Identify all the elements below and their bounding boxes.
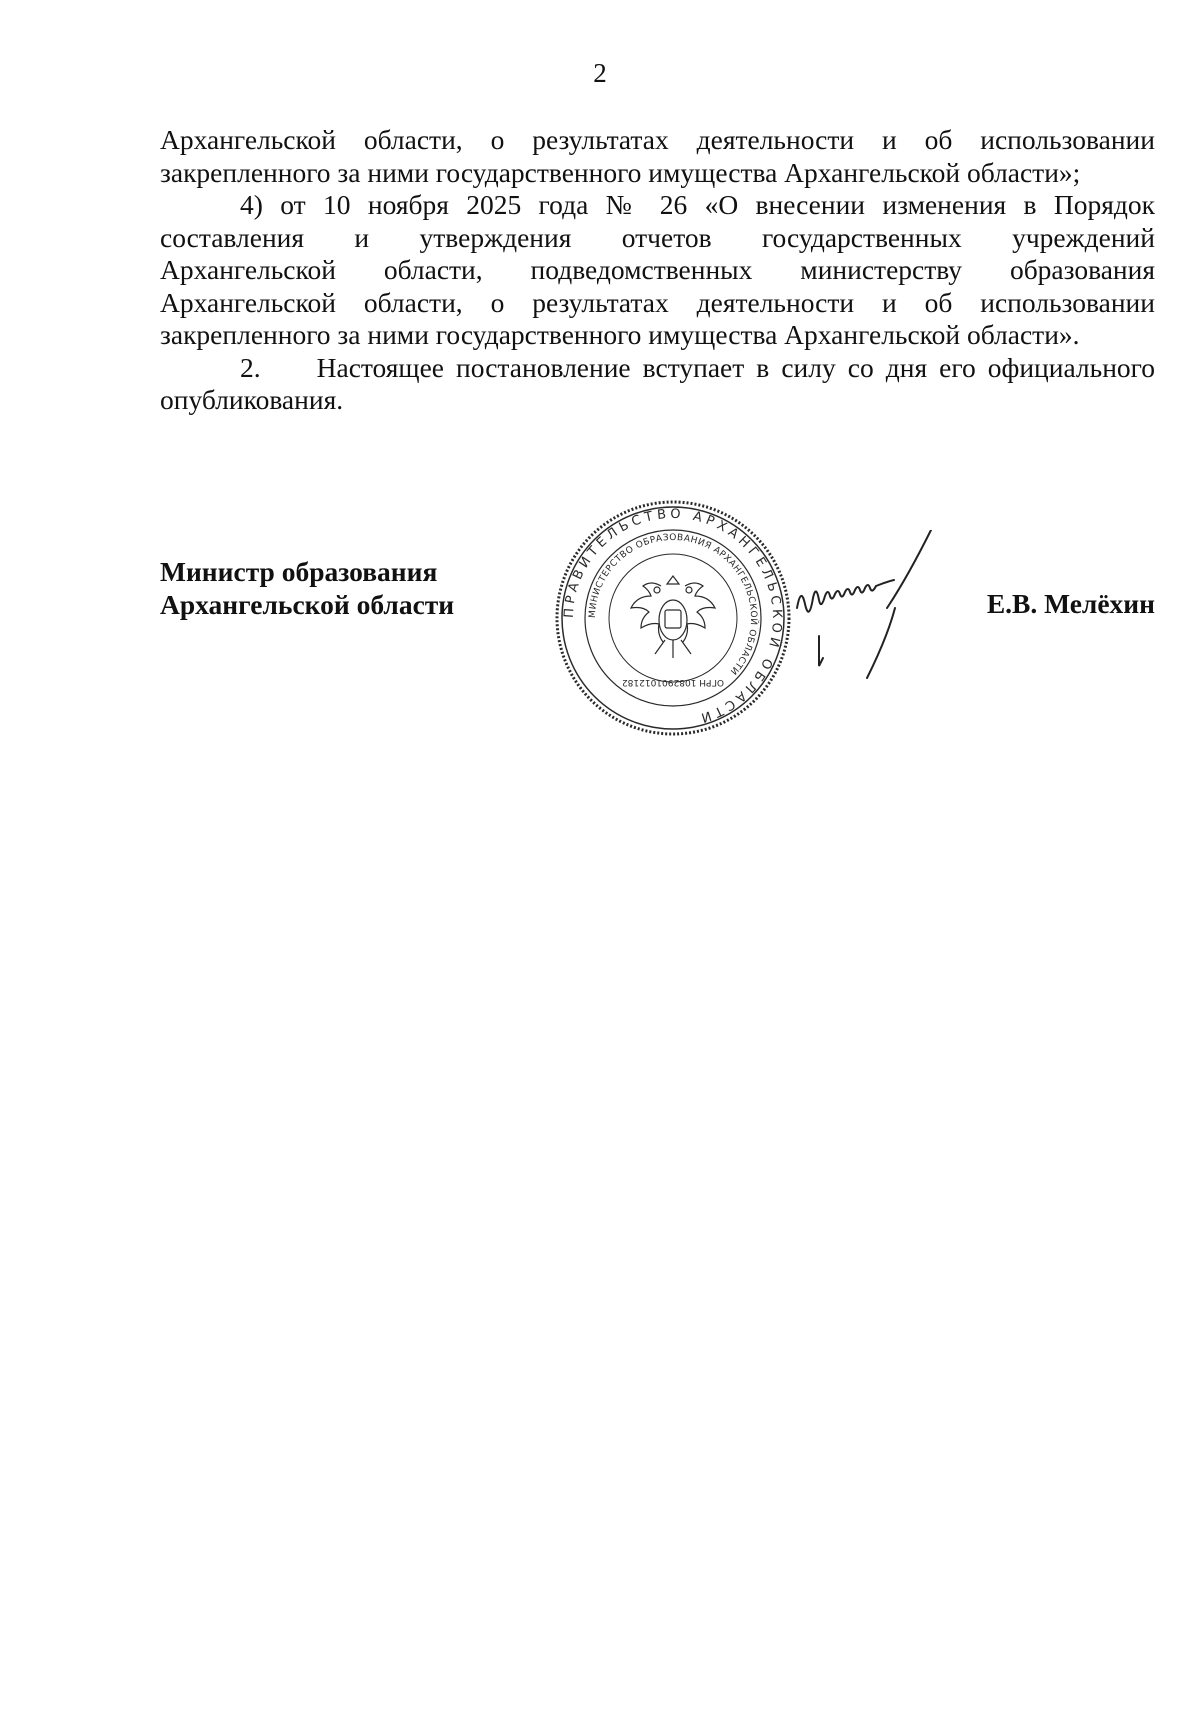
seal-inner-text: МИНИСТЕРСТВО ОБРАЗОВАНИЯ АРХАНГЕЛЬСКОЙ ОБЛАСТИ (587, 532, 759, 677)
signatory-name: Е.В. Мелёхин (986, 588, 1155, 619)
signatory-title-line: Архангельской области (160, 589, 455, 620)
text-line: составления и утверждения отчетов государственных учреждений (160, 221, 1155, 253)
text-line: закрепленного за ними государственного имущества Архангельской области»; (160, 156, 1081, 188)
body-text (160, 124, 1155, 417)
handwritten-signature (795, 530, 975, 710)
signatory-title (160, 555, 454, 621)
item-number: 2. (240, 351, 261, 383)
text-line: 4) от 10 ноября 2025 года № 26 «О внесении изменения в Порядок (240, 189, 1155, 220)
text-line: Архангельской области, подведомственных министерству образования (160, 254, 1155, 285)
seal-ogrn-text: ОГРН 1082901012182 (621, 677, 725, 687)
text-line-item-2 (160, 352, 1155, 385)
text-line: Архангельской области, о результатах деятельности и об использовании (160, 124, 1155, 155)
text-line: Архангельской области, о результатах деятельности и об использовании (160, 286, 1155, 318)
double-headed-eagle-icon (631, 576, 715, 658)
item-text: Настоящее постановление вступает в силу со дня его официального (316, 351, 1155, 383)
page-number: 2 (593, 58, 607, 88)
official-seal (553, 498, 793, 738)
signatory-title-line: Министр образования (160, 556, 438, 587)
text-line: закрепленного за ними государственного имущества Архангельской области». (160, 319, 1080, 350)
text-line: опубликования. (160, 384, 344, 415)
seal-outer-text: ПРАВИТЕЛЬСТВО АРХАНГЕЛЬСКОЙ ОБЛАСТИ (561, 506, 785, 726)
